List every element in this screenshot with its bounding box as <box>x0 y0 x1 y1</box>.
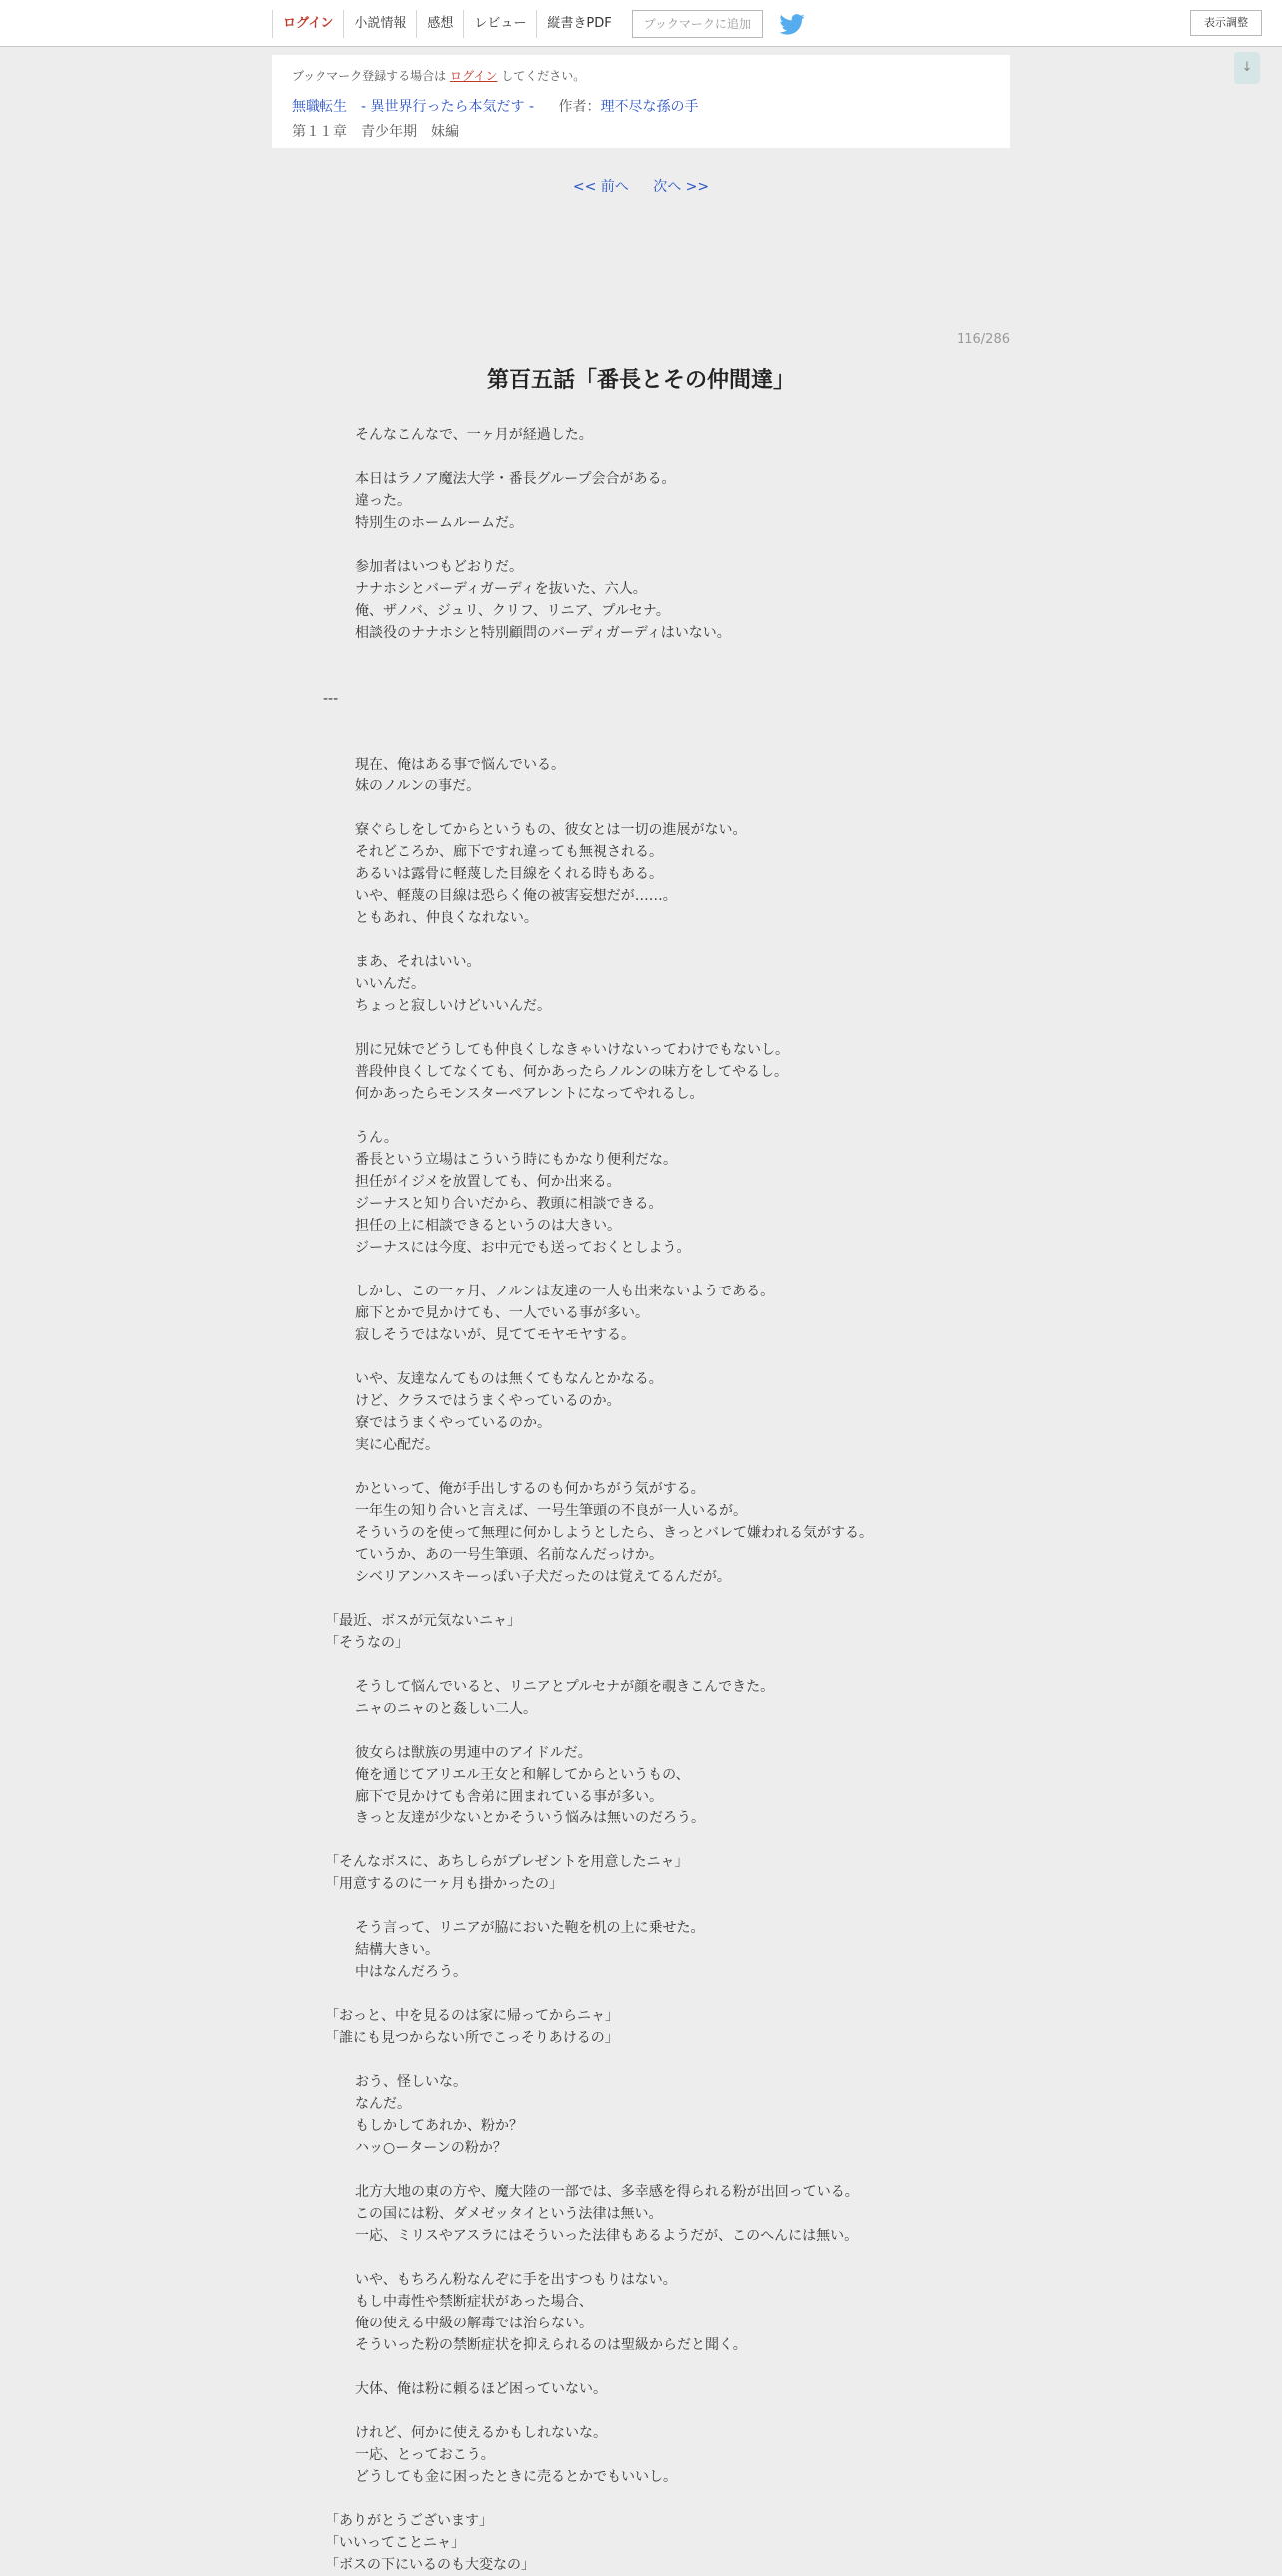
body-line: 「ありがとうございます」 <box>325 2513 493 2529</box>
body-line <box>355 2159 959 2181</box>
body-line <box>355 1017 959 1039</box>
add-bookmark-button[interactable]: ブックマークに追加 <box>632 10 763 38</box>
body-line: 相談役のナナホシと特別顧問のバーディガーディはいない。 <box>355 625 731 641</box>
body-line: 「ボスの下にいるのも大変なの」 <box>325 2557 535 2573</box>
body-line: 本日はラノア魔法大学・番長グループ会合がある。 <box>355 471 676 487</box>
body-line <box>355 1983 959 2005</box>
body-line <box>355 2049 959 2071</box>
body-line: 妹のノルンの事だ。 <box>355 778 481 794</box>
body-line: 結構大きい。 <box>355 1942 439 1958</box>
body-line: もしかしてあれか、粉か？ <box>355 2118 523 2134</box>
body-line: 俺を通じてアリエル王女と和解してからというもの、 <box>355 1767 690 1783</box>
body-line: 俺、ザノバ、ジュリ、クリフ、リニア、プルセナ。 <box>355 603 670 619</box>
body-line: 何かあったらモンスターペアレントになってやれるし。 <box>355 1086 704 1102</box>
body-line <box>355 2488 959 2510</box>
body-line <box>355 446 959 468</box>
body-line: けど、クラスではうまくやっているのか。 <box>355 1393 621 1409</box>
body-line: 「おっと、中を見るのは家に帰ってからニャ」 <box>325 2008 619 2024</box>
body-line: 「誰にも見つからない所でこっそりあけるの」 <box>325 2030 619 2046</box>
body-line: 俺の使える中級の解毒では治らない。 <box>355 2316 593 2331</box>
body-line: 参加者はいつもどおりだ。 <box>355 559 523 575</box>
body-line: 「最近、ボスが元気ないニャ」 <box>325 1613 521 1629</box>
body-line: 廊下で見かけても舎弟に囲まれている事が多い。 <box>355 1789 663 1804</box>
body-line: 「そんなボスに、あちしらがプレゼントを用意したニャ」 <box>325 1854 689 1870</box>
nav-impressions-link[interactable]: 感想 <box>416 10 463 38</box>
body-line: 寂しそうではないが、見ててモヤモヤする。 <box>355 1327 635 1343</box>
body-line: 彼女らは獣族の男連中のアイドルだ。 <box>355 1745 592 1761</box>
main-nav <box>272 10 805 38</box>
body-line: シベリアンハスキーっぽい子犬だったのは覚えてるんだが。 <box>355 1569 731 1585</box>
body-line <box>355 929 959 951</box>
body-line: いや、友達なんてものは無くてもなんとかなる。 <box>355 1371 663 1387</box>
body-line <box>355 2356 959 2378</box>
body-line: 寮ではうまくやっているのか。 <box>355 1415 551 1431</box>
scroll-down-button[interactable]: ↓ <box>1234 52 1260 84</box>
body-line: ジーナスには今度、お中元でも送っておくとしよう。 <box>355 1240 691 1256</box>
body-line: どうしても金に困ったときに売るとかでもいいし。 <box>355 2469 677 2485</box>
body-line: ナナホシとバーディガーディを抜いた、六人。 <box>355 581 647 597</box>
body-line: ともあれ、仲良くなれない。 <box>355 910 538 926</box>
body-line <box>355 1259 959 1281</box>
nav-review-link[interactable]: レビュー <box>463 10 536 38</box>
body-line <box>355 1829 959 1851</box>
body-line: 北方大地の東の方や、魔大陸の一部では、多幸感を得られる粉が出回っている。 <box>355 2184 859 2200</box>
body-line: そういうのを使って無理に何かしようとしたら、きっとバレて嫌われる気がする。 <box>355 1525 873 1541</box>
body-line: 一応、ミリスやアスラにはそういった法律もあるようだが、このへんには無い。 <box>355 2228 859 2244</box>
novel-info-box <box>272 55 1010 148</box>
body-line <box>355 2247 959 2269</box>
body-line: 担任がイジメを放置しても、何か出来る。 <box>355 1174 621 1190</box>
novel-title-link[interactable]: 無職転生 - 異世界行ったら本気だす - <box>292 99 535 115</box>
body-line: そういった粉の禁断症状を抑えられるのは聖級からだと聞く。 <box>355 2337 747 2353</box>
body-line: 担任の上に相談できるというのは大きい。 <box>355 1218 621 1234</box>
body-line <box>355 1588 959 1610</box>
chapter-title: 第１１章 青少年期 妹編 <box>292 124 459 140</box>
body-line: 現在、俺はある事で悩んでいる。 <box>355 757 565 773</box>
body-line <box>355 1720 959 1742</box>
body-line <box>355 1105 959 1127</box>
body-line: --- <box>323 691 339 707</box>
bookmark-notice-login-link[interactable]: ログイン <box>450 69 498 83</box>
body-line: 違った。 <box>355 493 411 509</box>
body-line: ハッ○ーターンの粉か？ <box>355 2140 507 2156</box>
body-line: 廊下とかで見かけても、一人でいる事が多い。 <box>355 1305 649 1321</box>
episode-title: 第百五話「番長とその仲間達」 <box>486 368 795 393</box>
body-line: 普段仲良くしてなくても、何かあったらノルンの味方をしてやるし。 <box>355 1064 788 1080</box>
nav-novel-info-link[interactable]: 小説情報 <box>343 10 416 38</box>
body-line: 大体、俺は粉に頼るほど困っていない。 <box>355 2381 607 2397</box>
body-line: この国には粉、ダメゼッタイという法律は無い。 <box>355 2206 663 2222</box>
display-settings-button[interactable]: 表示調整 <box>1190 10 1262 36</box>
body-line: 「いいってことニャ」 <box>325 2535 465 2551</box>
nav-vertical-pdf-link[interactable]: 縦書きPDF <box>536 10 621 38</box>
body-line <box>355 732 959 754</box>
prev-episode-link[interactable]: << 前へ <box>572 179 629 195</box>
episode-body <box>323 424 959 2576</box>
top-navigation-bar <box>0 0 1282 47</box>
body-line <box>355 2400 959 2422</box>
body-line: 中はなんだろう。 <box>355 1964 467 1980</box>
body-line: ちょっと寂しいけどいいんだ。 <box>355 998 551 1014</box>
body-line <box>355 710 959 732</box>
author-label: 作者： <box>558 99 601 115</box>
body-line: いや、軽蔑の目線は恐らく俺の被害妄想だが……。 <box>355 888 677 904</box>
body-line: それどころか、廊下ですれ違っても無視される。 <box>355 844 663 860</box>
body-line: かといって、俺が手出しするのも何かちがう気がする。 <box>355 1481 705 1497</box>
body-line: まあ、それはいい。 <box>355 954 481 970</box>
bookmark-notice-suffix: してください。 <box>501 69 586 83</box>
body-line: 寮ぐらしをしてからというもの、彼女とは一切の進展がない。 <box>355 822 747 838</box>
next-episode-link[interactable]: 次へ >> <box>653 179 710 195</box>
body-line: ニャのニャのと姦しい二人。 <box>355 1701 537 1717</box>
author-link[interactable]: 理不尽な孫の手 <box>600 99 699 115</box>
body-line <box>355 666 959 688</box>
body-line: ジーナスと知り合いだから、教頭に相談できる。 <box>355 1196 663 1212</box>
body-line: 一応、とっておこう。 <box>355 2447 495 2463</box>
body-line: 別に兄妹でどうしても仲良くしなきゃいけないってわけでもないし。 <box>355 1042 789 1058</box>
body-line <box>355 797 959 819</box>
nav-login-link[interactable]: ログイン <box>272 10 343 38</box>
body-line <box>355 1895 959 1917</box>
body-line: 実に心配だ。 <box>355 1437 439 1453</box>
body-line: けれど、何かに使えるかもしれないな。 <box>355 2425 607 2441</box>
body-line: いや、もちろん粉なんぞに手を出すつもりはない。 <box>355 2272 677 2288</box>
body-line: 「用意するのに一ヶ月も掛かったの」 <box>325 1876 563 1892</box>
body-line: そうして悩んでいると、リニアとプルセナが顔を覗きこんできた。 <box>355 1679 775 1695</box>
body-line <box>355 1346 959 1368</box>
body-line <box>355 644 959 666</box>
body-line: なんだ。 <box>355 2096 411 2112</box>
body-line: ていうか、あの一号生筆頭、名前なんだっけか。 <box>355 1547 663 1563</box>
body-line: きっと友達が少ないとかそういう悩みは無いのだろう。 <box>355 1810 705 1826</box>
episode-counter: 116/286 <box>956 332 1010 347</box>
body-line <box>355 1456 959 1478</box>
twitter-share-icon[interactable] <box>779 13 805 35</box>
body-line: もし中毒性や禁断症状があった場合、 <box>355 2294 593 2310</box>
bookmark-notice <box>292 67 990 84</box>
episode-pager <box>0 176 1282 196</box>
body-line <box>355 1654 959 1676</box>
body-line: おう、怪しいな。 <box>355 2074 467 2090</box>
body-line: いいんだ。 <box>355 976 425 992</box>
body-line: 番長という立場はこういう時にもかなり便利だな。 <box>355 1152 677 1168</box>
body-line: しかし、この一ヶ月、ノルンは友達の一人も出来ないようである。 <box>355 1284 775 1299</box>
bookmark-notice-text: ブックマーク登録する場合は <box>292 69 447 83</box>
body-line: そんなこんなで、一ヶ月が経過した。 <box>355 427 593 443</box>
body-line: 一年生の知り合いと言えば、一号生筆頭の不良が一人いるが。 <box>355 1503 747 1519</box>
body-line: 「そうなの」 <box>325 1635 409 1651</box>
body-line: うん。 <box>355 1130 398 1146</box>
body-line <box>355 534 959 556</box>
body-line: 特別生のホームルームだ。 <box>355 515 523 531</box>
novel-title-line <box>292 96 990 116</box>
body-line: あるいは露骨に軽蔑した目線をくれる時もある。 <box>355 866 663 882</box>
body-line: そう言って、リニアが脇においた鞄を机の上に乗せた。 <box>355 1920 705 1936</box>
